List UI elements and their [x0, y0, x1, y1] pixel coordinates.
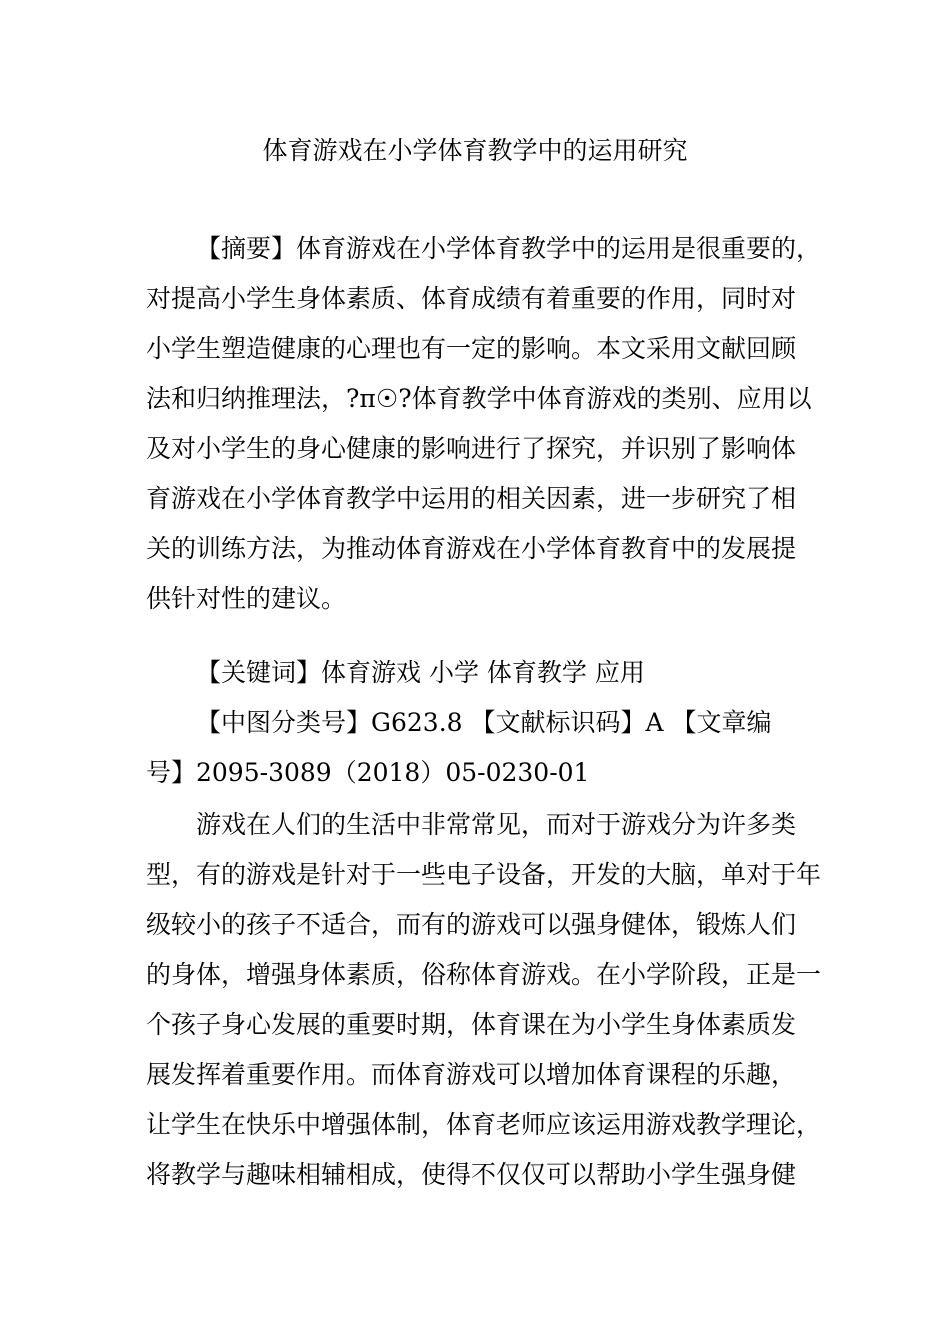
body-line: 型，有的游戏是针对于一些电子设备，开发的大脑，单对于年 — [146, 860, 822, 889]
body-line: 个孩子身心发展的重要时期，体育课在为小学生身体素质发 — [146, 1010, 797, 1039]
abstract-line: 小学生塑造健康的心理也有一定的影响。本文采用文献回顾 — [146, 334, 797, 363]
classification-line: 【中图分类号】G623.8 【文献标识码】A 【文章编 — [196, 708, 772, 737]
abstract-line: 及对小学生的身心健康的影响进行了探究，并识别了影响体 — [146, 434, 797, 463]
body-line: 游戏在人们的生活中非常常见，而对于游戏分为许多类 — [196, 810, 797, 839]
body-line: 展发挥着重要作用。而体育游戏可以增加体育课程的乐趣， — [146, 1060, 797, 1089]
body-line: 的身体，增强身体素质，俗称体育游戏。在小学阶段，正是一 — [146, 960, 822, 989]
abstract-line: 【摘要】体育游戏在小学体育教学中的运用是很重要的， — [196, 234, 822, 263]
abstract-line: 育游戏在小学体育教学中运用的相关因素，进一步研究了相 — [146, 484, 797, 513]
body-line: 让学生在快乐中增强体制，体育老师应该运用游戏教学理论， — [146, 1110, 822, 1139]
abstract-line: 法和归纳推理法，?π☉?体育教学中体育游戏的类别、应用以 — [146, 384, 812, 413]
abstract-line: 关的训练方法，为推动体育游戏在小学体育教育中的发展提 — [146, 534, 797, 563]
body-line: 将教学与趣味相辅相成，使得不仅仅可以帮助小学生强身健 — [146, 1160, 797, 1189]
keywords: 【关键词】体育游戏 小学 体育教学 应用 — [196, 658, 645, 687]
document-title: 体育游戏在小学体育教学中的运用研究 — [262, 136, 688, 165]
body-line: 级较小的孩子不适合，而有的游戏可以强身健体，锻炼人们 — [146, 910, 797, 939]
abstract-line: 对提高小学生身体素质、体育成绩有着重要的作用，同时对 — [146, 284, 797, 313]
classification-line: 号】2095-3089（2018）05-0230-01 — [146, 758, 590, 787]
abstract-line: 供针对性的建议。 — [146, 584, 347, 613]
